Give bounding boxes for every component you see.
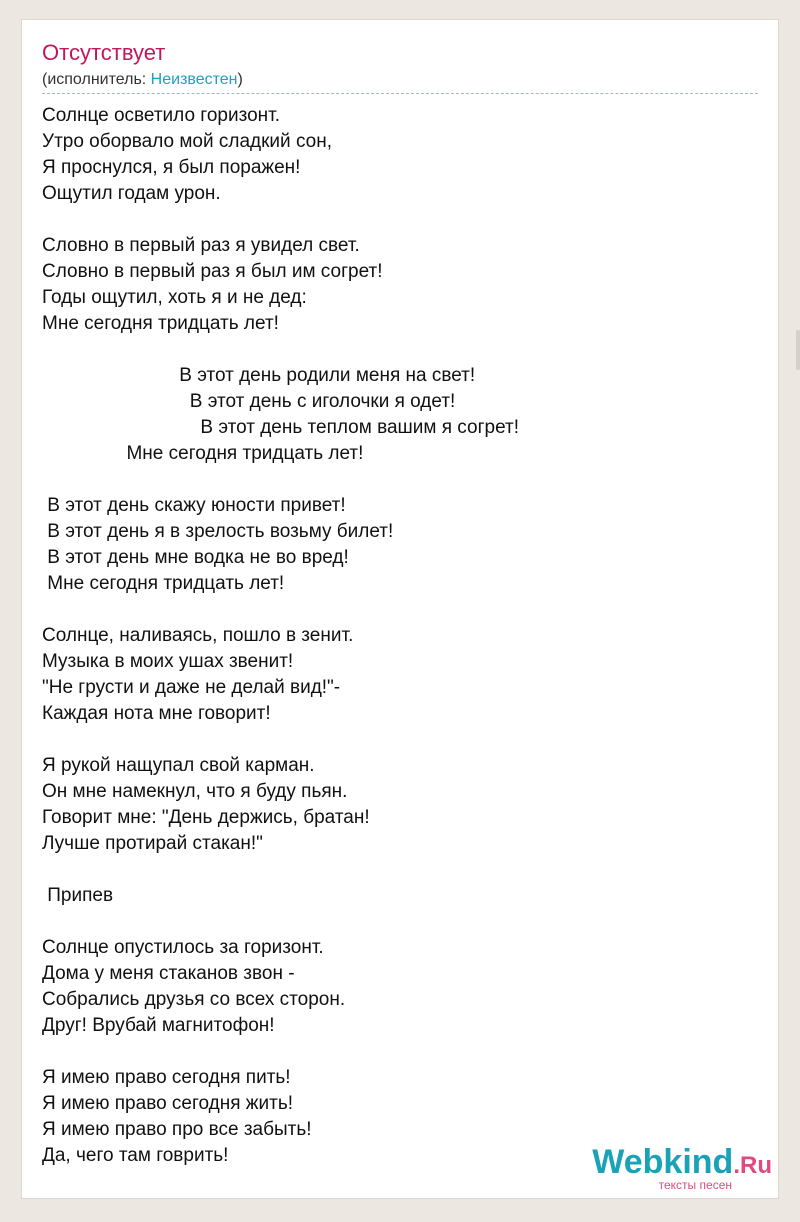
lyric-line: Да, чего там говрить! [42, 1145, 229, 1166]
lyric-line: Я имею право сегодня жить! [42, 1093, 293, 1114]
lyric-line [42, 207, 519, 233]
lyric-line: Мне сегодня тридцать лет! [42, 573, 285, 594]
lyric-line: Дома у меня стаканов звон - [42, 963, 295, 984]
lyric-line: Я имею право сегодня пить! [42, 1067, 291, 1088]
lyric-line: Мне сегодня тридцать лет! [42, 313, 279, 334]
lyric-line [42, 467, 519, 493]
lyric-line: Утро оборвало мой сладкий сон, [42, 131, 332, 152]
site-logo[interactable] [592, 1144, 772, 1192]
lyric-line: Я имею право про все забыть! [42, 1119, 312, 1140]
lyric-line: Друг! Врубай магнитофон! [42, 1015, 275, 1036]
lyric-line: Солнце опустилось за горизонт. [42, 937, 324, 958]
lyric-line: Словно в первый раз я увидел свет. [42, 235, 360, 256]
lyric-line: В этот день скажу юности привет! [42, 495, 346, 516]
title-divider [42, 93, 758, 94]
song-title: Отсутствует [42, 40, 166, 65]
logo-tagline: тексты песен [658, 1178, 732, 1192]
lyric-line: В этот день родили меня на свет! [42, 365, 476, 386]
lyric-line [42, 857, 519, 883]
lyric-line: Годы ощутил, хоть я и не дед: [42, 287, 307, 308]
artist-prefix: (исполнитель: [42, 71, 151, 88]
lyric-line: Он мне намекнул, что я буду пьян. [42, 781, 348, 802]
lyric-line [42, 909, 519, 935]
lyric-line: Лучше протирай стакан!" [42, 833, 263, 854]
lyric-line: Я рукой нащупал свой карман. [42, 755, 315, 776]
lyric-line [42, 727, 519, 753]
lyric-line: Словно в первый раз я был им согрет! [42, 261, 383, 282]
lyric-line: Каждая нота мне говорит! [42, 703, 271, 724]
lyric-line: В этот день с иголочки я одет! [42, 391, 456, 412]
lyric-line: Говорит мне: "День держись, братан! [42, 807, 370, 828]
lyric-line: Музыка в моих ушах звенит! [42, 651, 294, 672]
artist-line [42, 71, 243, 89]
lyric-line: Я проснулся, я был поражен! [42, 157, 301, 178]
lyric-line [42, 597, 519, 623]
logo-main-text: Webkind [592, 1143, 734, 1181]
lyric-line: Собрались друзья со всех сторон. [42, 989, 346, 1010]
lyrics-text [42, 103, 519, 1169]
lyric-line: В этот день я в зрелость возьму билет! [42, 521, 394, 542]
scrollbar-thumb[interactable] [796, 330, 800, 370]
lyric-line: Мне сегодня тридцать лет! [42, 443, 364, 464]
lyric-line: Солнце, наливаясь, пошло в зенит. [42, 625, 354, 646]
lyric-line: Солнце осветило горизонт. [42, 105, 281, 126]
artist-link[interactable]: Неизвестен [150, 71, 238, 88]
scrollbar[interactable] [794, 0, 800, 1222]
lyric-line [42, 337, 519, 363]
lyric-line [42, 1039, 519, 1065]
lyric-line: В этот день мне водка не во вред! [42, 547, 349, 568]
lyric-line: Припев [42, 885, 114, 906]
lyric-line: "Не грусти и даже не делай вид!"- [42, 677, 341, 698]
lyric-line: В этот день теплом вашим я согрет! [42, 417, 519, 438]
lyric-line: Ощутил годам урон. [42, 183, 221, 204]
artist-suffix: ) [237, 71, 243, 88]
logo-tld: .Ru [733, 1152, 772, 1179]
lyrics-card [22, 20, 778, 1198]
